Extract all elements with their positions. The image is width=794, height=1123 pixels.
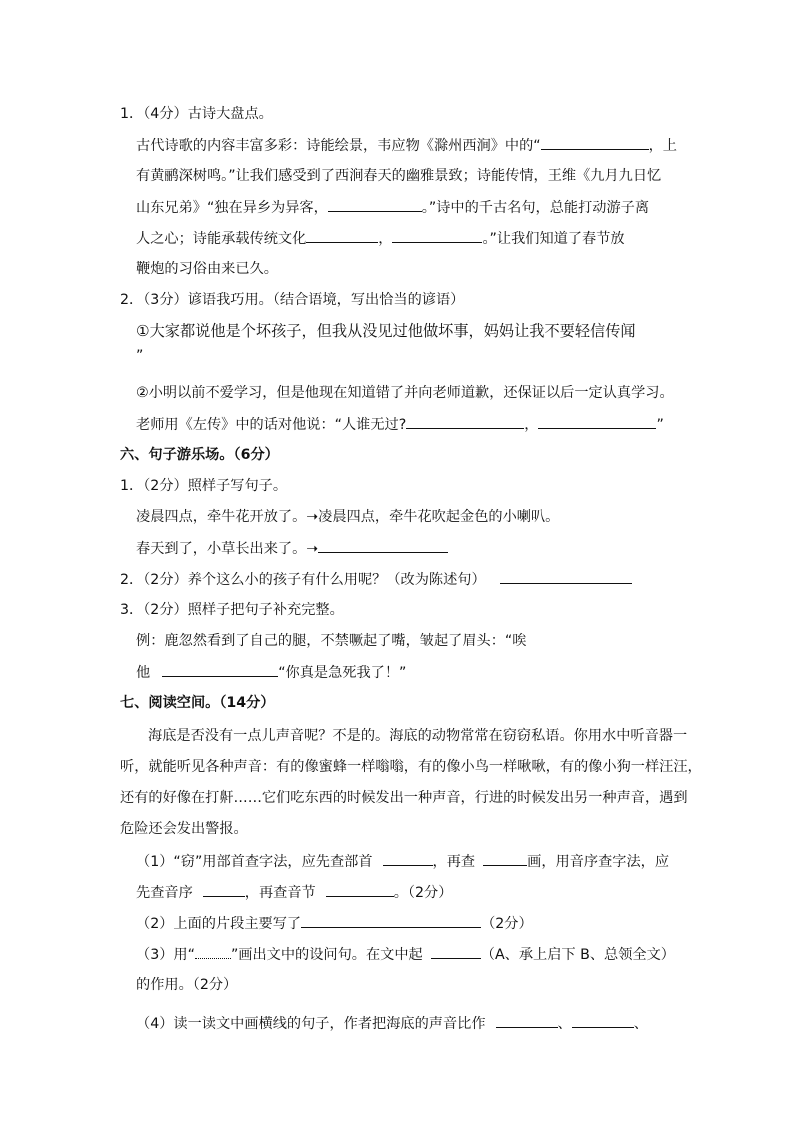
question-2-line-2: ②小明以前不爱学习，但是他现在知道错了并向老师道歉，还保证以后一定认真学习。	[136, 385, 674, 401]
answer-blank[interactable]	[483, 851, 527, 866]
section-7-title: 七、阅读空间。（14分）	[120, 695, 275, 711]
sentence-q3-heading: 3．（2分）照样子把句子补充完整。	[120, 602, 344, 618]
wavy-line-symbol	[195, 950, 231, 959]
sentence-q1-task: 春天到了，小草长出来了。➝	[136, 538, 448, 559]
answer-blank[interactable]	[406, 414, 524, 429]
question-2-line-3: 老师用《左传》中的话对他说：“人谁无过? ， ”	[136, 414, 664, 435]
answer-blank[interactable]	[326, 882, 394, 897]
reading-q1-line-2: 先查音序 ，再查音节 。（2分）	[136, 882, 452, 903]
answer-blank[interactable]	[541, 135, 649, 150]
answer-blank[interactable]	[496, 1013, 558, 1028]
sentence-q2: 2．（2分）养个这么小的孩子有什么用呢？（改为陈述句）	[120, 569, 632, 590]
passage-line-4: 危险还会发出警报。	[120, 821, 248, 837]
answer-blank[interactable]	[392, 228, 482, 243]
question-1-line-4: 人之心；诗能承载传统文化 ， 。”让我们知道了春节放	[136, 228, 625, 249]
reading-q1-line-1: （1）“窃”用部首查字法，应先查部首 ，再查 画，用音序查字法，应	[136, 851, 669, 872]
sentence-q1-example: 凌晨四点，牵牛花开放了。➝凌晨四点，牵牛花吹起金色的小喇叭。	[136, 509, 560, 525]
answer-blank[interactable]	[162, 662, 278, 677]
reading-q3-line-1: （3）用“ ”画出文中的设问句。在文中起 （A、承上启下 B、总领全文）	[136, 944, 675, 965]
answer-blank[interactable]	[318, 538, 448, 553]
reading-q2: （2）上面的片段主要写了 （2分）	[136, 913, 533, 934]
answer-blank[interactable]	[538, 414, 656, 429]
answer-blank[interactable]	[431, 944, 481, 959]
answer-blank[interactable]	[572, 1013, 634, 1028]
question-2-line-1: ①大家都说他是个坏孩子，但我从没见过他做坏事，妈妈让我不要轻信传闻	[136, 322, 636, 340]
answer-blank[interactable]	[301, 913, 481, 928]
sentence-q1-heading: 1．（2分）照样子写句子。	[120, 478, 288, 494]
passage-line-2: 听，就能听见各种声音：有的像蜜蜂一样嗡嗡，有的像小鸟一样啾啾，有的像小狗一样汪汪，	[120, 759, 702, 775]
passage-line-1: 海底是否没有一点儿声音呢？不是的。海底的动物常常在窃窃私语。你用水中听音器一	[148, 728, 688, 744]
reading-q3-line-2: 的作用。（2分）	[136, 977, 238, 993]
question-1-line-1: 古代诗歌的内容丰富多彩：诗能绘景，韦应物《滁州西涧》中的“ ，上	[136, 135, 677, 156]
answer-blank[interactable]	[500, 569, 632, 584]
question-1-line-2: 有黄鹂深树鸣。”让我们感受到了西涧春天的幽雅景致；诗能传情，王维《九月九日忆	[136, 168, 662, 184]
answer-blank[interactable]	[203, 882, 245, 897]
reading-q4: （4）读一读文中画横线的句子，作者把海底的声音比作 、 、	[136, 1013, 648, 1034]
section-6-title: 六、句子游乐场。（6分）	[120, 447, 279, 463]
answer-blank[interactable]	[306, 228, 378, 243]
passage-line-3: 还有的好像在打鼾……它们吃东西的时候发出一种声音，行进的时候发出另一种声音，遇到	[120, 790, 688, 806]
answer-blank[interactable]	[328, 197, 422, 212]
question-1-line-5: 鞭炮的习俗由来已久。	[136, 261, 278, 277]
question-1-heading: 1．（4分）古诗大盘点。	[120, 106, 273, 122]
sentence-q3-task: 他 “你真是急死我了！”	[136, 662, 406, 683]
question-2-line-1-end: ”	[136, 348, 144, 364]
question-1-line-3: 山东兄弟》“独在异乡为异客， 。”诗中的千古名句，总能打动游子离	[136, 197, 649, 218]
answer-blank[interactable]	[383, 851, 433, 866]
sentence-q3-example: 例：鹿忽然看到了自己的腿，不禁噘起了嘴，皱起了眉头：“唉	[136, 633, 527, 649]
question-2-heading: 2．（3分）谚语我巧用。（结合语境，写出恰当的谚语）	[120, 292, 465, 308]
